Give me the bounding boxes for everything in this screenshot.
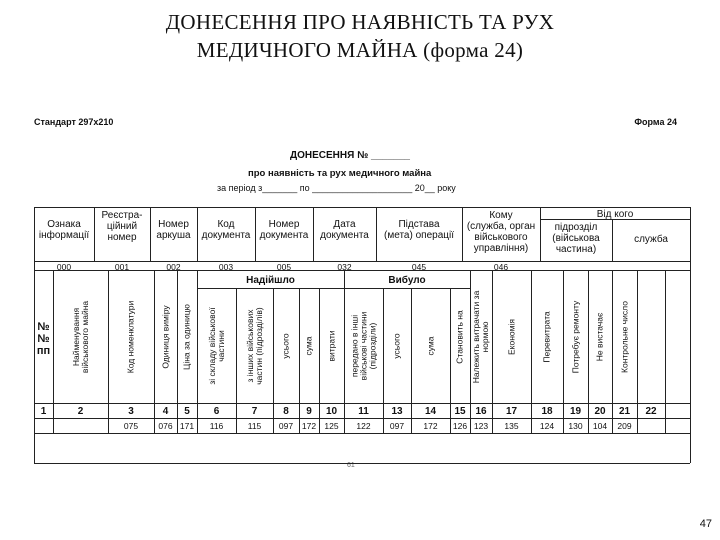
column-label-10 <box>324 290 339 402</box>
header-cell-7: Підстава (мета) операції <box>384 219 454 241</box>
column-label-11 <box>349 290 377 402</box>
column-label-16 <box>504 276 519 398</box>
header-code-045: 045 <box>411 262 427 272</box>
slide-title-line-1: ДОНЕСЕННЯ ПРО НАЯВНІСТЬ ТА РУХ <box>165 10 555 34</box>
column-number-7: 7 <box>251 406 258 417</box>
column-number-11: 11 <box>358 406 369 417</box>
document-title: ДОНЕСЕННЯ № _______ <box>290 150 410 161</box>
column-code-104: 104 <box>592 421 608 431</box>
outgo-group-rule <box>344 288 470 289</box>
column-code-172: 172 <box>423 421 438 431</box>
column-number-16: 16 <box>475 406 487 417</box>
column-label-3 <box>124 276 139 398</box>
slide-title-line-2: МЕДИЧНОГО МАЙНА (форма 24) <box>196 38 524 62</box>
column-label-text: усього <box>280 333 291 359</box>
column-label-text: Ціна за одиницю <box>181 304 192 370</box>
column-number-4: 4 <box>162 406 169 417</box>
column-number-19: 19 <box>569 406 582 417</box>
column-label-text: з інших військових частин (підрозділів) <box>244 307 264 385</box>
column-number-17: 17 <box>505 406 518 417</box>
column-code-130: 130 <box>568 421 583 431</box>
header-code-001: 001 <box>114 262 130 272</box>
header-cell-2: Реєстра- ційний номер <box>101 210 143 243</box>
income-group-rule <box>197 288 344 289</box>
table-top-border <box>34 207 690 208</box>
income-group-header: Надійшло <box>246 275 295 286</box>
column-number-3: 3 <box>128 406 134 417</box>
column-number-21: 21 <box>618 406 631 417</box>
document-period: за період з_______ по ____________________ 20__ року <box>217 183 456 193</box>
column-number-bottom <box>34 418 690 419</box>
form-standard: Стандарт 297х210 <box>34 117 114 127</box>
header-code-046: 046 <box>493 262 509 272</box>
column-code-172: 172 <box>301 421 317 431</box>
from-subheader-rule <box>540 219 690 220</box>
page-number: 47 <box>699 518 712 530</box>
column-label-7 <box>244 290 264 402</box>
column-label-15 <box>471 276 490 398</box>
header-cell-3: Номер аркуша <box>156 219 191 241</box>
column-label-text: Економія <box>506 319 516 355</box>
column-label-text: зі складу військової частини <box>206 307 226 385</box>
column-number-22: 22 <box>645 406 657 417</box>
column-code-126: 126 <box>452 421 468 431</box>
column-label-9 <box>302 290 317 402</box>
header-code-005: 005 <box>276 262 292 272</box>
column-code-097: 097 <box>389 421 405 431</box>
header-code-003: 003 <box>218 262 234 272</box>
column-number-6: 6 <box>213 406 220 417</box>
header-cell-5: Номер документа <box>259 219 309 241</box>
column-label-18 <box>568 276 583 398</box>
column-code-209: 209 <box>617 421 632 431</box>
column-label-text: Код номенклатури <box>125 300 136 374</box>
form-number: Форма 24 <box>634 117 677 127</box>
column-number-18: 18 <box>541 406 553 417</box>
column-label-bottom <box>34 403 690 404</box>
from-unit-label: підрозділ (військова частина) <box>552 222 600 255</box>
column-number-8: 8 <box>283 406 289 417</box>
table-bottom-border <box>34 463 690 464</box>
column-label-text: Контрольне число <box>619 301 629 373</box>
header-code-032: 032 <box>337 262 352 272</box>
column-code-135: 135 <box>504 421 519 431</box>
outgo-group-header: Вибуло <box>388 275 426 286</box>
header-cell-4: Код документа <box>201 219 251 241</box>
column-code-125: 125 <box>324 421 339 431</box>
column-code-116: 116 <box>209 421 224 431</box>
column-label-text: сума <box>303 336 314 356</box>
column-label-text: сума <box>425 336 435 356</box>
form-24-scan <box>22 103 697 473</box>
column-label-text: Не вистачає <box>594 312 605 362</box>
column-label-text: усього <box>391 333 402 359</box>
column-label-pp: № № пп <box>36 321 51 357</box>
column-number-10: 10 <box>325 406 338 417</box>
column-label-text: передано в інші військові частини (підрозділи) <box>349 311 377 381</box>
column-label-5 <box>180 276 195 398</box>
column-label-6 <box>206 290 226 402</box>
column-number-14: 14 <box>424 406 437 417</box>
column-code-097: 097 <box>278 421 294 431</box>
column-label-12 <box>390 290 405 402</box>
column-label-text: Одиниця виміру <box>160 305 170 369</box>
column-code-123: 123 <box>473 421 489 431</box>
table-right-border <box>690 207 691 463</box>
column-label-14 <box>453 276 468 398</box>
column-label-text: Перевитрата <box>541 311 552 363</box>
column-number-9: 9 <box>306 406 312 417</box>
column-label-4 <box>158 276 173 398</box>
column-code-076: 076 <box>158 421 173 431</box>
column-label-20 <box>617 276 632 398</box>
document-subtitle: про наявність та рух медичного майна <box>248 168 432 179</box>
column-label-text: витрати <box>326 330 336 362</box>
column-label-text: Потребує ремонту <box>570 300 580 374</box>
header-cell-8: Кому (служба, орган військового управління) <box>466 210 536 254</box>
column-code-171: 171 <box>179 421 195 431</box>
column-number-15: 15 <box>454 406 466 417</box>
header-code-000: 000 <box>56 262 72 272</box>
column-code-122: 122 <box>356 421 371 431</box>
page-footer-mark: 61 <box>347 462 355 469</box>
column-label-text: Належить витрачати за нормою <box>471 290 490 384</box>
header-cell-9: Від кого <box>596 209 634 220</box>
column-code-075: 075 <box>123 421 139 431</box>
codes-bottom <box>34 433 690 434</box>
column-label-17 <box>540 276 555 398</box>
column-label-text: Становить на <box>454 310 465 364</box>
column-code-124: 124 <box>539 421 555 431</box>
column-number-5: 5 <box>184 406 190 417</box>
column-code-115: 115 <box>247 421 262 431</box>
column-divider <box>108 270 109 433</box>
column-number-2: 2 <box>77 406 84 417</box>
header-cell-1: Ознака інформації <box>38 219 90 241</box>
column-number-13: 13 <box>391 406 403 417</box>
column-label-13 <box>423 290 438 402</box>
column-label-text: Найменування військового майна <box>70 300 90 374</box>
header-cell-6: Дата документа <box>320 219 369 241</box>
slide-title <box>0 8 720 64</box>
column-divider <box>236 288 237 433</box>
column-label-2 <box>70 276 90 398</box>
column-number-20: 20 <box>594 406 606 417</box>
column-number-1: 1 <box>40 406 47 417</box>
column-label-19 <box>593 276 608 398</box>
header-code-002: 002 <box>166 262 181 272</box>
from-service-label: служба <box>634 234 668 245</box>
column-label-8 <box>279 290 294 402</box>
